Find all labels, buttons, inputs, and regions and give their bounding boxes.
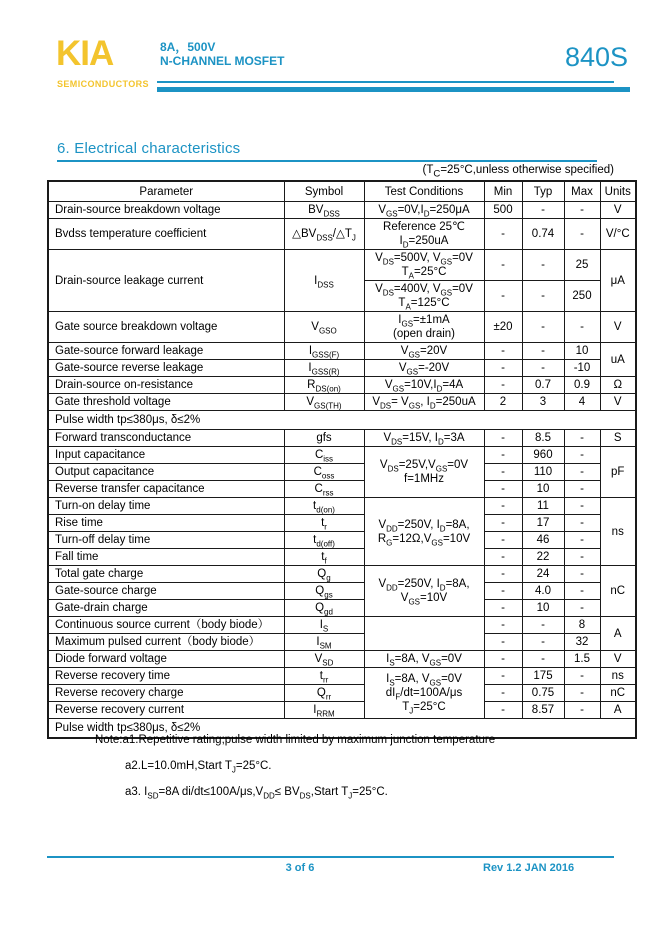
table-cell: Reference 25℃ $I_D=250uA$: [364, 219, 484, 250]
table-cell: -: [484, 498, 522, 515]
table-cell: 110: [522, 464, 564, 481]
device-rating: 8A，500V: [160, 40, 216, 54]
table-cell: 960: [522, 447, 564, 464]
table-row: [48, 651, 636, 668]
table-cell: Gate-drain charge: [48, 600, 284, 617]
table-row: [48, 312, 636, 343]
table-row: [48, 702, 636, 719]
table-row: [48, 430, 636, 447]
note-a2: a2.L=10.0mH,Start $T_J=25^\circ C$.: [125, 760, 272, 775]
table-cell: $Q_{gd}$: [284, 600, 364, 617]
test-condition-note: ($T_C=25^\circ C,unless$ otherwise specified): [422, 164, 614, 180]
table-cell: $C_{oss}$: [284, 464, 364, 481]
table-cell: $Q_{gs}$: [284, 583, 364, 600]
table-cell: -: [484, 515, 522, 532]
table-cell: A: [600, 702, 636, 719]
table-row: [48, 360, 636, 377]
table-row: [48, 634, 636, 651]
table-cell: -: [564, 600, 600, 617]
table-cell: $t_{rr}$: [284, 668, 364, 685]
logo-subtitle: SEMICONDUCTORS: [57, 79, 149, 89]
table-cell: $V_{DD}=250V$, $I_D=8A$, $R_G=12\Omega,V_{GS}=10V$: [364, 498, 484, 566]
table-cell: Drain-source leakage current: [48, 250, 284, 312]
kia-logo: KIA: [56, 34, 114, 73]
table-cell: -: [484, 532, 522, 549]
table-cell: Input capacitance: [48, 447, 284, 464]
table-cell: Ω: [600, 377, 636, 394]
device-summary: [160, 40, 284, 68]
table-cell: $V_{GS(TH)}$: [284, 394, 364, 411]
table-cell: -: [564, 498, 600, 515]
table-cell: -: [484, 464, 522, 481]
table-cell: -: [522, 281, 564, 312]
table-row: [48, 498, 636, 515]
table-cell: -: [484, 566, 522, 583]
table-cell: pF: [600, 447, 636, 498]
table-row: [48, 447, 636, 464]
table-cell: 175: [522, 668, 564, 685]
table-cell: -: [484, 360, 522, 377]
table-cell: 25: [564, 250, 600, 281]
table-cell: $V_{GSO}$: [284, 312, 364, 343]
table-cell: Reverse recovery time: [48, 668, 284, 685]
table-cell: 250: [564, 281, 600, 312]
table-cell: -: [522, 343, 564, 360]
table-cell: -: [522, 202, 564, 219]
page-number: 3 of 6: [285, 862, 315, 874]
table-cell: Gate-source charge: [48, 583, 284, 600]
table-cell: -: [564, 566, 600, 583]
table-cell: -: [484, 549, 522, 566]
table-row: [48, 600, 636, 617]
note-a1: Note:a1.Repetitive rating;pulse width limited by maximum junction temperature: [95, 734, 496, 746]
table-cell: $I_S=8A$, $V_{GS}=0V$: [364, 651, 484, 668]
table-cell: $t_r$: [284, 515, 364, 532]
table-cell: Total gate charge: [48, 566, 284, 583]
table-cell: $I_{GSS(F)}$: [284, 343, 364, 360]
table-row: [48, 481, 636, 498]
table-cell: 3: [522, 394, 564, 411]
table-cell: $V_{GS}=0V,I_D=250\mu A$: [364, 202, 484, 219]
table-row: [48, 617, 636, 634]
column-header: Parameter: [48, 181, 284, 202]
table-row: [48, 464, 636, 481]
table-cell: V: [600, 312, 636, 343]
table-cell: $Q_g$: [284, 566, 364, 583]
table-cell: -: [564, 219, 600, 250]
table-cell: -: [484, 617, 522, 634]
table-span-row: Pulse width tp≤380μs, δ≤2%: [48, 719, 636, 739]
table-cell: $I_{DSS}$: [284, 250, 364, 312]
table-cell: -: [522, 250, 564, 281]
table-cell: -: [522, 617, 564, 634]
table-cell: $V_{DS}=15V$, $I_D=3A$: [364, 430, 484, 447]
table-cell: Continuous source current（body biode）: [48, 617, 284, 634]
table-cell: $t_{d(off)}$: [284, 532, 364, 549]
column-header: Min: [484, 181, 522, 202]
table-cell: 32: [564, 634, 600, 651]
table-cell: $I_{RRM}$: [284, 702, 364, 719]
table-cell: ns: [600, 668, 636, 685]
column-header: Units: [600, 181, 636, 202]
table-row: [48, 377, 636, 394]
table-cell: -: [564, 685, 600, 702]
table-cell: Turn-off delay time: [48, 532, 284, 549]
table-row: [48, 411, 636, 430]
table-cell: -: [484, 600, 522, 617]
table-row: [48, 583, 636, 600]
section-title: 6. Electrical characteristics: [57, 140, 241, 157]
table-cell: uA: [600, 343, 636, 377]
table-cell: Gate source breakdown voltage: [48, 312, 284, 343]
column-header: Typ: [522, 181, 564, 202]
table-cell: ±20: [484, 312, 522, 343]
table-cell: Diode forward voltage: [48, 651, 284, 668]
table-cell: $V_{DS}=500V$, $V_{GS}=0V$ $T_A=25^\circ C$: [364, 250, 484, 281]
table-cell: 22: [522, 549, 564, 566]
electrical-characteristics-table-wrap: [47, 180, 637, 739]
table-row: [48, 219, 636, 250]
table-cell: 10: [564, 343, 600, 360]
table-cell: 500: [484, 202, 522, 219]
table-cell: -: [564, 515, 600, 532]
table-cell: $C_{iss}$: [284, 447, 364, 464]
part-number: 840S: [564, 42, 628, 72]
table-row: [48, 549, 636, 566]
header-rule-thin: [157, 81, 614, 83]
table-cell: -: [564, 464, 600, 481]
table-cell: $BV_{DSS}$: [284, 202, 364, 219]
table-cell: -: [522, 360, 564, 377]
table-cell: V: [600, 202, 636, 219]
table-cell: -: [484, 583, 522, 600]
table-cell: $C_{rss}$: [284, 481, 364, 498]
table-cell: Gate-source forward leakage: [48, 343, 284, 360]
table-cell: Fall time: [48, 549, 284, 566]
table-cell: S: [600, 430, 636, 447]
table-cell: -: [564, 702, 600, 719]
table-cell: V: [600, 394, 636, 411]
note-a3: a3. $I_{SD}=8A$ $di/dt\le 100A/\mu s,V_{DD}\le$ $BV_{DS},Start$ $T_J=25^\circ C$.: [125, 786, 388, 801]
table-cell: A: [600, 617, 636, 651]
table-cell: -: [484, 668, 522, 685]
table-cell: $\triangle BV_{DSS}/\triangle T_J$: [284, 219, 364, 250]
table-cell: $V_{GS}=-20V$: [364, 360, 484, 377]
table-row: [48, 343, 636, 360]
table-cell: -: [484, 685, 522, 702]
table-cell: 4.0: [522, 583, 564, 600]
table-cell: 0.9: [564, 377, 600, 394]
table-cell: ns: [600, 498, 636, 566]
table-cell: 0.7: [522, 377, 564, 394]
notes-block: [95, 733, 495, 811]
table-cell: 46: [522, 532, 564, 549]
table-cell: $V_{GS}=10V,I_D=4A$: [364, 377, 484, 394]
table-row: [48, 566, 636, 583]
column-header: Symbol: [284, 181, 364, 202]
table-cell: -10: [564, 360, 600, 377]
table-row: [48, 250, 636, 281]
table-cell: -: [564, 202, 600, 219]
column-header: Max: [564, 181, 600, 202]
table-cell: Gate threshold voltage: [48, 394, 284, 411]
table-cell: $V_{SD}$: [284, 651, 364, 668]
table-cell: $I_{GSS(R)}$: [284, 360, 364, 377]
table-cell: Drain-source on-resistance: [48, 377, 284, 394]
table-cell: -: [484, 219, 522, 250]
table-cell: $V_{DS}=25V,V_{GS}=0V$ f=1MHz: [364, 447, 484, 498]
table-cell: $V_{DS}= V_{GS}$, $I_D=250uA$: [364, 394, 484, 411]
table-cell: -: [484, 481, 522, 498]
section-title-underline: [57, 140, 597, 162]
table-cell: -: [564, 532, 600, 549]
table-cell: 10: [522, 481, 564, 498]
table-cell: 10: [522, 600, 564, 617]
table-cell: 17: [522, 515, 564, 532]
table-span-row: Pulse width tp≤380μs, δ≤2%: [48, 411, 636, 430]
table-cell: 8.5: [522, 430, 564, 447]
table-cell: -: [564, 312, 600, 343]
table-cell: 11: [522, 498, 564, 515]
table-cell: -: [484, 634, 522, 651]
revision-label: Rev 1.2 JAN 2016: [483, 862, 575, 874]
header-rule-thick: [157, 87, 630, 92]
table-row: [48, 668, 636, 685]
table-cell: Output capacitance: [48, 464, 284, 481]
table-row: [48, 685, 636, 702]
table-cell: -: [484, 430, 522, 447]
table-cell: -: [484, 651, 522, 668]
table-cell: Turn-on delay time: [48, 498, 284, 515]
table-cell: $V_{DS}=400V$, $V_{GS}=0V$ $T_A=125^\circ C$: [364, 281, 484, 312]
electrical-characteristics-table: [47, 180, 637, 739]
table-cell: nC: [600, 566, 636, 617]
table-cell: Reverse recovery charge: [48, 685, 284, 702]
table-row: [48, 394, 636, 411]
table-cell: $I_S$: [284, 617, 364, 634]
table-cell: $I_{SM}$: [284, 634, 364, 651]
table-cell: μA: [600, 250, 636, 312]
table-cell: 2: [484, 394, 522, 411]
table-cell: 1.5: [564, 651, 600, 668]
table-cell: [364, 617, 484, 651]
table-cell: 0.74: [522, 219, 564, 250]
footer-rule: [47, 856, 614, 858]
table-cell: Maximum pulsed current（body biode）: [48, 634, 284, 651]
table-cell: -: [522, 634, 564, 651]
table-cell: -: [484, 281, 522, 312]
table-cell: Gate-source reverse leakage: [48, 360, 284, 377]
table-cell: $I_{GS}=\pm 1mA$ (open drain): [364, 312, 484, 343]
device-type: N-CHANNEL MOSFET: [160, 54, 285, 68]
table-cell: 4: [564, 394, 600, 411]
table-cell: Reverse recovery current: [48, 702, 284, 719]
table-cell: $Q_{rr}$: [284, 685, 364, 702]
table-cell: 8: [564, 617, 600, 634]
table-row: [48, 532, 636, 549]
table-cell: -: [484, 343, 522, 360]
table-cell: -: [564, 549, 600, 566]
table-cell: Drain-source breakdown voltage: [48, 202, 284, 219]
table-cell: Reverse transfer capacitance: [48, 481, 284, 498]
table-cell: V: [600, 651, 636, 668]
table-cell: nC: [600, 685, 636, 702]
table-header-row: [48, 181, 636, 202]
table-cell: $t_{d(on)}$: [284, 498, 364, 515]
table-cell: -: [484, 377, 522, 394]
table-cell: $R_{DS(on)}$: [284, 377, 364, 394]
table-cell: $I_S=8A$, $V_{GS}=0V$ $dI_F/dt=100A/\mu s$ $T_J=25^\circ C$: [364, 668, 484, 719]
column-header: Test Conditions: [364, 181, 484, 202]
table-cell: -: [564, 447, 600, 464]
table-cell: -: [522, 651, 564, 668]
table-cell: Rise time: [48, 515, 284, 532]
table-cell: 0.75: [522, 685, 564, 702]
table-cell: -: [564, 430, 600, 447]
table-row: [48, 202, 636, 219]
table-cell: Bvdss temperature coefficient: [48, 219, 284, 250]
table-cell: 8.57: [522, 702, 564, 719]
table-cell: gfs: [284, 430, 364, 447]
table-cell: -: [564, 668, 600, 685]
table-cell: -: [484, 250, 522, 281]
table-cell: 24: [522, 566, 564, 583]
table-row: [48, 515, 636, 532]
table-cell: -: [522, 312, 564, 343]
table-cell: -: [484, 702, 522, 719]
table-cell: V/°C: [600, 219, 636, 250]
table-cell: $V_{DD}=250V$, $I_D=8A$, $V_{GS}=10V$: [364, 566, 484, 617]
table-cell: -: [564, 481, 600, 498]
table-cell: -: [484, 447, 522, 464]
table-cell: $t_f$: [284, 549, 364, 566]
table-cell: $V_{GS}=20V$: [364, 343, 484, 360]
table-cell: -: [564, 583, 600, 600]
table-cell: Forward transconductance: [48, 430, 284, 447]
